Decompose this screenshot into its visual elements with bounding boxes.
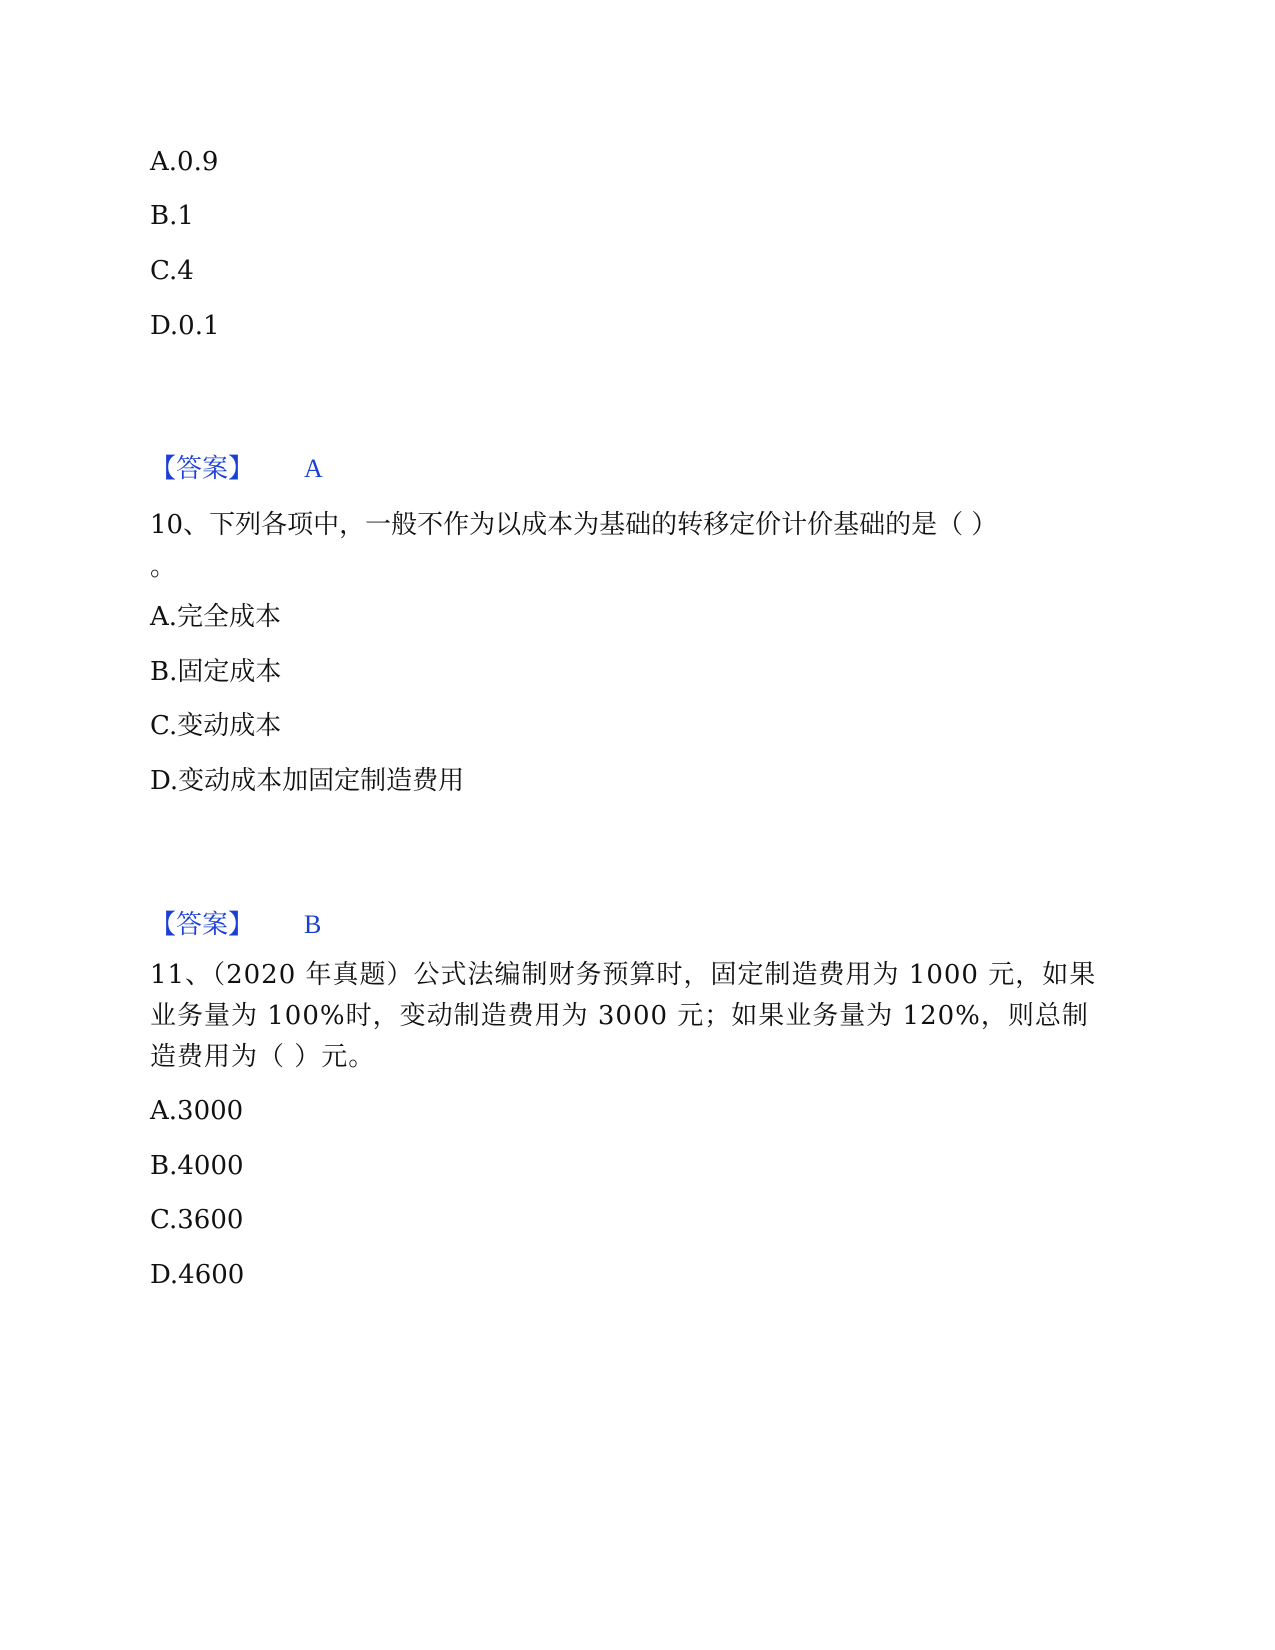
q11-option-a: A.3000 <box>150 1096 244 1126</box>
q9-answer <box>150 452 323 486</box>
q9-option-b: B.1 <box>150 201 194 231</box>
q10-option-c: C.变动成本 <box>150 711 282 741</box>
answer-value: B <box>304 910 322 939</box>
answer-value: A <box>304 454 323 483</box>
q11-option-b: B.4000 <box>150 1151 244 1181</box>
q10-question-end: 。 <box>150 552 177 582</box>
q9-option-c: C.4 <box>150 256 194 286</box>
q9-option-a: A.0.9 <box>150 147 219 177</box>
q10-option-a: A.完全成本 <box>150 602 282 632</box>
q9-option-d: D.0.1 <box>150 311 220 341</box>
q11-option-c: C.3600 <box>150 1205 244 1235</box>
q10-option-b: B.固定成本 <box>150 657 282 687</box>
q11-option-d: D.4600 <box>150 1260 245 1290</box>
q10-question: 10、下列各项中，一般不作为以成本为基础的转移定价计价基础的是（ ） <box>150 510 998 540</box>
q11-question: 11、（2020 年真题）公式法编制财务预算时，固定制造费用为 1000 元，如果业务量为 100%时，变动制造费用为 3000 元；如果业务量为 120%，则总制造费用为（ ）元。 <box>150 960 1097 1072</box>
answer-tag: 【答案】 <box>150 910 255 940</box>
q10-answer <box>150 908 321 942</box>
q10-option-d: D.变动成本加固定制造费用 <box>150 766 465 796</box>
answer-tag: 【答案】 <box>150 454 255 484</box>
